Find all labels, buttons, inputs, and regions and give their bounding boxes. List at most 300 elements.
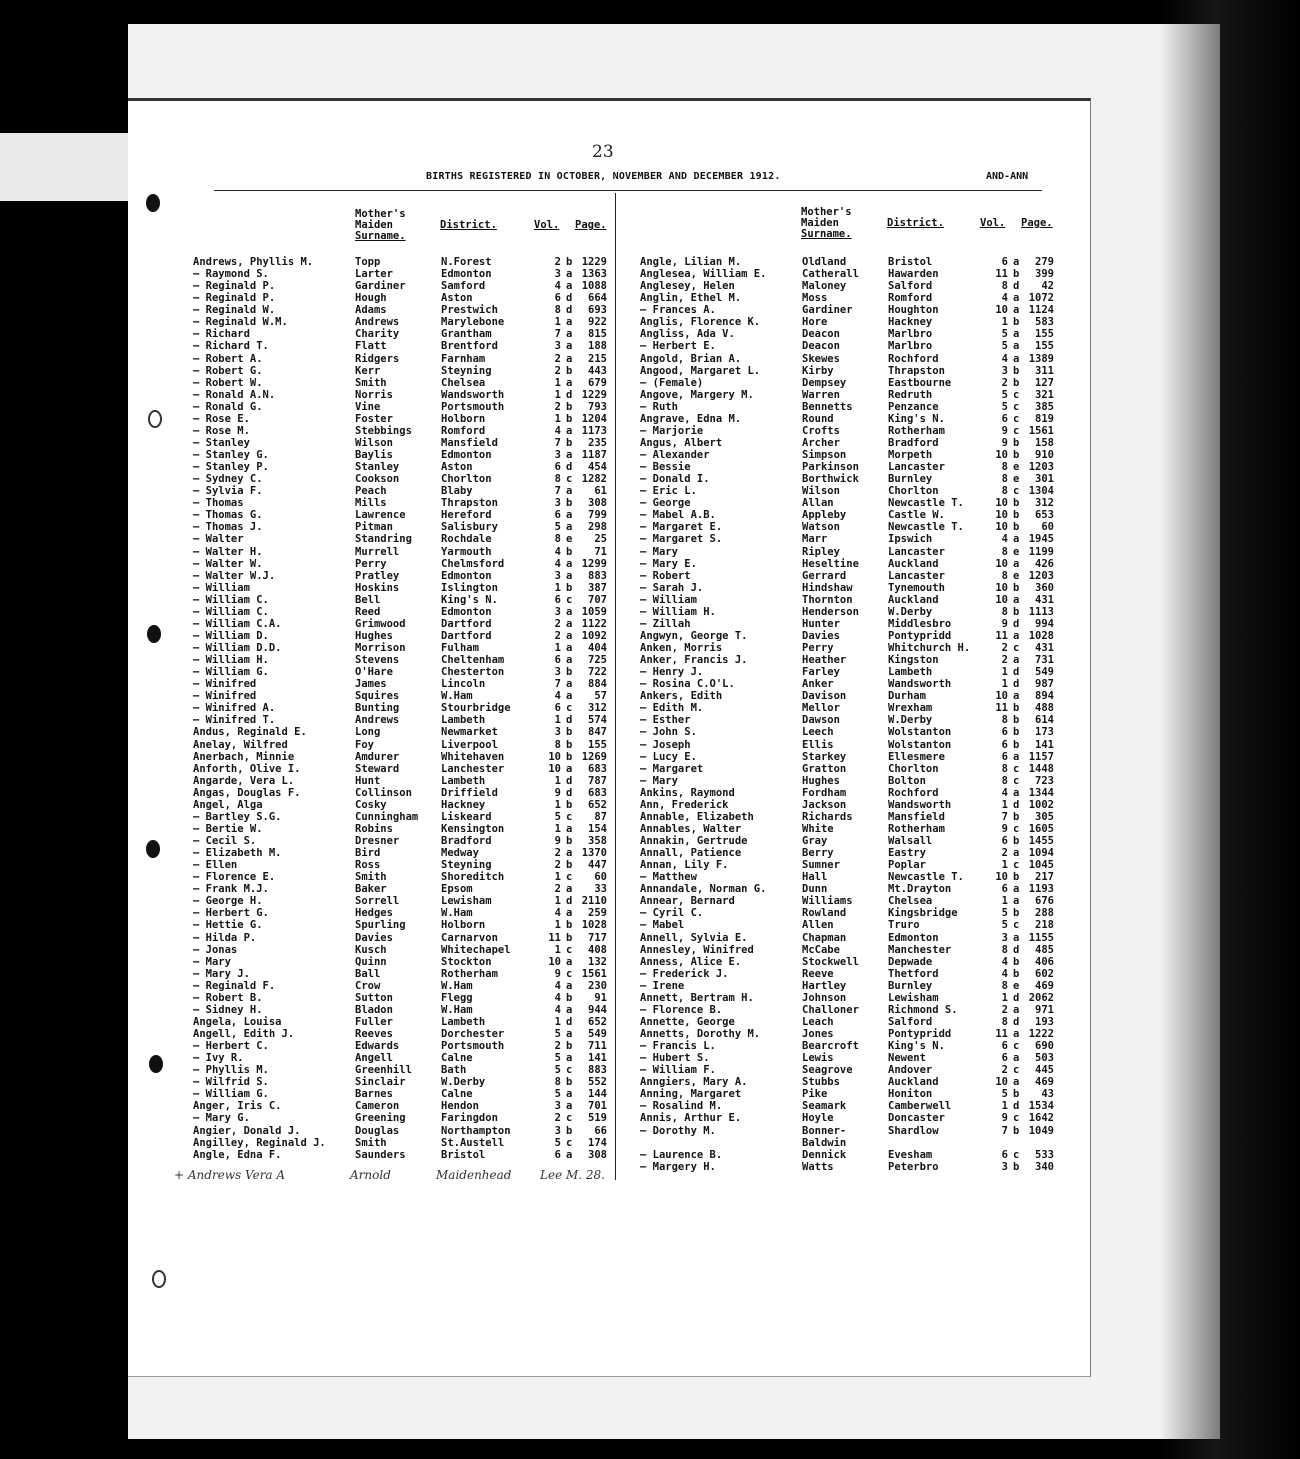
registration-district: Lanchester xyxy=(441,762,505,775)
volume-number: 6 xyxy=(1001,1052,1008,1065)
volume-number: 10 xyxy=(548,762,561,775)
column-divider xyxy=(615,193,616,1180)
entry-name: Angell, Edith J. xyxy=(193,1028,295,1040)
vol-header-right xyxy=(980,218,1005,229)
registration-district: W.Derby xyxy=(441,1076,486,1089)
registration-district: Wolstanton xyxy=(888,738,952,751)
page-reference: 385 xyxy=(1035,400,1054,413)
volume-number: 1 xyxy=(1001,1100,1008,1113)
entry-name: — Richard xyxy=(193,328,250,341)
page-reference: 387 xyxy=(588,581,607,594)
mother-maiden-surname: Greenhill xyxy=(355,1064,412,1077)
volume-letter: d xyxy=(1013,678,1020,691)
volume-number: 2 xyxy=(554,629,561,642)
mother-maiden-surname: Warren xyxy=(802,388,840,401)
page-reference: 308 xyxy=(588,497,607,510)
mother-maiden-surname: Starkey xyxy=(802,750,847,763)
mother-maiden-surname: Stanley xyxy=(355,461,400,474)
mother-maiden-surname: Stubbs xyxy=(802,1076,840,1089)
volume-number: 4 xyxy=(554,690,561,703)
volume-letter: c xyxy=(1013,1040,1020,1053)
volume-letter: b xyxy=(566,581,573,594)
registration-district: Calne xyxy=(441,1052,473,1065)
registration-district: Yarmouth xyxy=(441,545,492,558)
binder-hole xyxy=(147,625,161,643)
registration-district: Chorlton xyxy=(888,485,939,498)
registration-district: Steyning xyxy=(441,859,492,872)
header-rule xyxy=(214,190,1042,191)
volume-number: 3 xyxy=(554,497,561,510)
registration-district: Peterbro xyxy=(888,1160,939,1173)
volume-number: 8 xyxy=(554,533,561,546)
entry-name: — Walter W.J. xyxy=(193,569,276,582)
mother-maiden-surname: Moss xyxy=(802,292,828,305)
entry-name: — Margaret S. xyxy=(640,533,723,546)
volume-number: 7 xyxy=(1001,810,1008,823)
volume-number: 8 xyxy=(1001,1015,1008,1028)
volume-letter: b xyxy=(566,919,573,932)
registration-district: Chelsea xyxy=(888,895,933,908)
registration-district: Liverpool xyxy=(441,738,498,751)
volume-number: 2 xyxy=(554,256,561,268)
mother-maiden-surname: Standring xyxy=(355,533,412,546)
volume-letter: a xyxy=(566,847,573,860)
mother-maiden-surname: Dresner xyxy=(355,835,400,847)
page-reference: 155 xyxy=(1035,340,1054,353)
volume-letter: a xyxy=(566,485,573,498)
registration-district: Rochford xyxy=(888,352,939,365)
page-reference: 1304 xyxy=(1028,485,1054,498)
volume-letter: b xyxy=(1013,907,1020,920)
volume-number: 10 xyxy=(995,690,1008,703)
volume-letter: b xyxy=(1013,376,1020,389)
binder-hole xyxy=(148,410,162,428)
page-reference: 1187 xyxy=(581,449,607,461)
entry-name: — George xyxy=(640,497,691,510)
mother-maiden-surname: Hoyle xyxy=(802,1112,834,1125)
mother-maiden-surname: Smith xyxy=(355,376,387,389)
entry-name: Annakin, Gertrude xyxy=(640,835,748,847)
volume-number: 10 xyxy=(995,304,1008,317)
mother-maiden-surname: Stevens xyxy=(355,654,400,667)
mother-header-right xyxy=(801,207,852,240)
entry-name: — Stanley xyxy=(193,436,250,449)
entry-name: Anforth, Olive I. xyxy=(193,762,301,775)
volume-number: 8 xyxy=(1001,473,1008,486)
volume-number: 2 xyxy=(554,364,561,377)
volume-number: 8 xyxy=(1001,714,1008,727)
page-reference: 469 xyxy=(1035,1076,1054,1089)
mother-maiden-surname: Vine xyxy=(355,400,381,413)
volume-number: 1 xyxy=(554,943,561,956)
page-reference: 549 xyxy=(1035,666,1054,679)
mother-maiden-surname: Grimwood xyxy=(355,617,406,630)
volume-number: 1 xyxy=(554,895,561,908)
volume-letter: c xyxy=(566,593,573,606)
header-text: Mother's xyxy=(801,206,852,218)
volume-letter: a xyxy=(566,1052,573,1065)
registration-district: Portsmouth xyxy=(441,400,505,413)
registration-district: Wandsworth xyxy=(888,678,952,691)
entry-name: — Richard T. xyxy=(193,340,269,353)
mother-maiden-surname: Greening xyxy=(355,1112,406,1125)
mother-maiden-surname: Peach xyxy=(355,485,387,498)
registration-district: Andover xyxy=(888,1064,933,1077)
volume-letter: e xyxy=(1013,545,1020,558)
volume-number: 6 xyxy=(1001,1148,1008,1161)
mother-maiden-surname: Kirby xyxy=(802,364,834,377)
page-reference: 60 xyxy=(594,871,607,884)
entry-name: — Ronald A.N. xyxy=(193,388,276,401)
mother-maiden-surname: Amdurer xyxy=(355,750,400,763)
volume-number: 11 xyxy=(995,268,1008,281)
volume-letter: d xyxy=(1013,798,1020,811)
registration-district: Evesham xyxy=(888,1148,933,1161)
page-reference: 1561 xyxy=(581,967,607,980)
volume-number: 4 xyxy=(1001,533,1008,546)
entry-name: Annall, Patience xyxy=(640,847,742,860)
page-reference: 488 xyxy=(1035,702,1054,715)
mother-maiden-surname: Bladon xyxy=(355,1003,393,1016)
registration-district: Lambeth xyxy=(441,774,486,787)
registration-district: Truro xyxy=(888,919,920,932)
registration-district: Brentford xyxy=(441,340,498,353)
page-reference: 1229 xyxy=(581,256,607,268)
entry-name: — Cyril C. xyxy=(640,907,704,920)
volume-number: 2 xyxy=(1001,1064,1008,1077)
entry-name: Angus, Albert xyxy=(640,436,723,449)
entry-name: — Sylvia F. xyxy=(193,485,263,498)
page-reference: 215 xyxy=(588,352,607,365)
volume-number: 10 xyxy=(995,871,1008,884)
page-reference: 259 xyxy=(588,907,607,920)
volume-number: 5 xyxy=(1001,919,1008,932)
registration-district: Rochdale xyxy=(441,533,492,546)
volume-number: 11 xyxy=(995,629,1008,642)
mother-maiden-surname: Sinclair xyxy=(355,1076,406,1089)
entry-name: — Ruth xyxy=(640,400,678,413)
mother-maiden-surname: Barnes xyxy=(355,1088,393,1101)
volume-letter: b xyxy=(566,364,573,377)
volume-letter: c xyxy=(1013,1064,1020,1077)
volume-letter: a xyxy=(1013,847,1020,860)
page-header-left xyxy=(575,220,607,231)
registration-district: Doncaster xyxy=(888,1112,945,1125)
mother-maiden-surname: Smith xyxy=(355,1136,387,1149)
volume-number: 6 xyxy=(1001,835,1008,847)
volume-number: 9 xyxy=(1001,822,1008,835)
entry-name: — Florence B. xyxy=(640,1003,723,1016)
page-reference: 987 xyxy=(1035,678,1054,691)
volume-number: 4 xyxy=(554,424,561,437)
entry-name: — Laurence B. xyxy=(640,1148,723,1161)
header-text: Maiden xyxy=(801,217,839,229)
entry-name: — Sydney C. xyxy=(193,473,263,486)
entry-name: — Edith M. xyxy=(640,702,704,715)
volume-letter: c xyxy=(1013,400,1020,413)
page-reference: 652 xyxy=(588,1015,607,1028)
mother-maiden-surname: Edwards xyxy=(355,1040,400,1053)
page-reference: 1028 xyxy=(1028,629,1054,642)
volume-number: 9 xyxy=(554,967,561,980)
page-reference: 305 xyxy=(1035,810,1054,823)
district-header-right xyxy=(887,218,944,229)
mother-maiden-surname: Mills xyxy=(355,497,387,510)
volume-letter: b xyxy=(566,931,573,944)
mother-maiden-surname: Lawrence xyxy=(355,509,406,522)
mother-maiden-surname: Watson xyxy=(802,521,840,534)
entry-name: — Mary xyxy=(193,955,231,968)
mother-maiden-surname: Pratley xyxy=(355,569,400,582)
registration-district: Shoreditch xyxy=(441,871,505,884)
registration-district: Chorlton xyxy=(441,473,492,486)
entry-name: Angilley, Reginald J. xyxy=(193,1136,326,1149)
registration-district: Bolton xyxy=(888,774,926,787)
page-reference: 66 xyxy=(594,1124,607,1137)
volume-letter: a xyxy=(566,654,573,667)
entry-name: Angwyn, George T. xyxy=(640,629,748,642)
mother-maiden-surname: Cosky xyxy=(355,798,387,811)
page-reference: 431 xyxy=(1035,593,1054,606)
registration-district: Holborn xyxy=(441,412,486,425)
volume-letter: a xyxy=(566,328,573,341)
registration-district: Auckland xyxy=(888,593,939,606)
mother-maiden-surname: Williams xyxy=(802,895,853,908)
volume-letter: c xyxy=(1013,424,1020,437)
district-header-left xyxy=(440,220,497,231)
page-reference: 1072 xyxy=(1028,292,1054,305)
page-reference: 360 xyxy=(1035,581,1054,594)
volume-number: 6 xyxy=(1001,883,1008,896)
entry-name: Anness, Alice E. xyxy=(640,955,742,968)
entry-name: — Walter H. xyxy=(193,545,263,558)
page-reference: 230 xyxy=(588,979,607,992)
volume-number: 1 xyxy=(554,919,561,932)
volume-letter: a xyxy=(1013,1003,1020,1016)
binder-hole xyxy=(152,1270,166,1288)
registration-district: Castle W. xyxy=(888,509,945,522)
entry-name: — William xyxy=(640,593,697,606)
entry-name: — Hubert S. xyxy=(640,1052,710,1065)
entry-name: — Irene xyxy=(640,979,685,992)
entry-name: — William D.D. xyxy=(193,642,282,654)
volume-number: 1 xyxy=(554,871,561,884)
mother-maiden-surname: Watts xyxy=(802,1160,834,1173)
mother-maiden-surname: Wilson xyxy=(802,485,840,498)
volume-number: 11 xyxy=(995,1028,1008,1040)
mother-maiden-surname: Crow xyxy=(355,979,381,992)
entry-name: — Mary E. xyxy=(640,557,697,570)
mother-maiden-surname: Skewes xyxy=(802,352,840,365)
mother-maiden-surname: Saunders xyxy=(355,1148,406,1161)
mother-maiden-surname: McCabe xyxy=(802,943,840,956)
registration-district: Newmarket xyxy=(441,726,498,739)
volume-letter: c xyxy=(566,473,573,486)
entry-name: Anngiers, Mary A. xyxy=(640,1076,748,1089)
registration-district: N.Forest xyxy=(441,256,492,268)
entry-name: Annandale, Norman G. xyxy=(640,883,767,896)
page-reference: 33 xyxy=(594,883,607,896)
registration-district: Kensington xyxy=(441,822,505,835)
page-reference: 279 xyxy=(1035,256,1054,268)
volume-number: 8 xyxy=(1001,485,1008,498)
volume-letter: b xyxy=(1013,268,1020,281)
entry-name: Ann, Frederick xyxy=(640,798,729,811)
registration-district: Pontypridd xyxy=(888,1028,952,1040)
page-reference: 141 xyxy=(588,1052,607,1065)
registration-district: Rotherham xyxy=(441,967,498,980)
registration-district: Farnham xyxy=(441,352,486,365)
registration-district: Salford xyxy=(888,1015,933,1028)
volume-number: 4 xyxy=(554,979,561,992)
page-reference: 552 xyxy=(588,1076,607,1089)
entry-name: — Winifred xyxy=(193,678,257,691)
page-reference: 154 xyxy=(588,822,607,835)
registration-district: Penzance xyxy=(888,400,939,413)
registration-district: W.Derby xyxy=(888,714,933,727)
mother-maiden-surname: Ross xyxy=(355,859,381,872)
registration-district: Thetford xyxy=(888,967,939,980)
volume-letter: c xyxy=(1013,485,1020,498)
volume-letter: d xyxy=(566,388,573,401)
mother-maiden-surname: Hartley xyxy=(802,979,847,992)
header-text: District. xyxy=(440,219,497,231)
registration-district: Grantham xyxy=(441,328,492,341)
page-reference: 1204 xyxy=(581,412,607,425)
entry-name: — Hettie G. xyxy=(193,919,263,932)
entry-name: — Francis L. xyxy=(640,1040,716,1053)
page-reference: 217 xyxy=(1035,871,1054,884)
registration-district: Newent xyxy=(888,1052,926,1065)
page-reference: 549 xyxy=(588,1028,607,1040)
volume-number: 3 xyxy=(554,605,561,618)
page-reference: 723 xyxy=(1035,774,1054,787)
volume-letter: b xyxy=(1013,1124,1020,1137)
entry-name: — Frank M.J. xyxy=(193,883,269,896)
mother-maiden-surname: Seamark xyxy=(802,1100,847,1113)
volume-number: 1 xyxy=(554,798,561,811)
page-reference: 683 xyxy=(588,786,607,799)
volume-number: 4 xyxy=(554,907,561,920)
volume-number: 7 xyxy=(554,485,561,498)
page-reference: 1282 xyxy=(581,473,607,486)
volume-letter: a xyxy=(1013,292,1020,305)
registration-district: Blaby xyxy=(441,485,473,498)
entry-name: — Eric L. xyxy=(640,485,697,498)
registration-district: Dartford xyxy=(441,629,492,642)
mother-maiden-surname: Fuller xyxy=(355,1015,393,1028)
volume-number: 2 xyxy=(554,847,561,860)
volume-letter: b xyxy=(566,400,573,413)
page-reference: 1389 xyxy=(1028,352,1054,365)
mother-maiden-surname: Foster xyxy=(355,412,393,425)
volume-number: 2 xyxy=(1001,642,1008,654)
registration-district: W.Ham xyxy=(441,690,473,703)
entry-name: — Matthew xyxy=(640,871,697,884)
mother-maiden-surname: Thornton xyxy=(802,593,853,606)
mother-maiden-surname: Baker xyxy=(355,883,387,896)
page-reference: 1124 xyxy=(1028,304,1054,317)
mother-maiden-surname: Fordham xyxy=(802,786,847,799)
volume-number: 4 xyxy=(554,280,561,293)
mother-maiden-surname: Dawson xyxy=(802,714,840,727)
volume-letter: c xyxy=(1013,822,1020,835)
volume-letter: b xyxy=(1013,1160,1020,1173)
volume-number: 3 xyxy=(554,1124,561,1137)
mother-maiden-surname: Perry xyxy=(355,557,387,570)
volume-number: 7 xyxy=(554,436,561,449)
volume-number: 10 xyxy=(995,581,1008,594)
page-reference: 312 xyxy=(588,702,607,715)
registration-district: Calne xyxy=(441,1088,473,1101)
registration-district: Redruth xyxy=(888,388,933,401)
mother-maiden-surname: Dempsey xyxy=(802,376,847,389)
volume-letter: a xyxy=(1013,786,1020,799)
page-reference: 127 xyxy=(1035,376,1054,389)
header-text: Page. xyxy=(575,219,607,231)
registration-district: Wandsworth xyxy=(888,798,952,811)
page-reference: 1155 xyxy=(1028,931,1054,944)
volume-number: 4 xyxy=(554,545,561,558)
mother-maiden-surname: Charity xyxy=(355,328,400,341)
mother-maiden-surname: Stebbings xyxy=(355,424,412,437)
page-reference: 173 xyxy=(1035,726,1054,739)
mother-maiden-surname: Gerrard xyxy=(802,569,847,582)
volume-letter: a xyxy=(566,690,573,703)
page-reference: 711 xyxy=(588,1040,607,1053)
entry-name: — Winifred xyxy=(193,690,257,703)
registration-district: Thrapston xyxy=(441,497,498,510)
mother-maiden-surname: Oldland xyxy=(802,256,847,268)
volume-number: 5 xyxy=(1001,388,1008,401)
mother-maiden-surname: Baldwin xyxy=(802,1136,847,1149)
volume-letter: c xyxy=(566,943,573,956)
entry-name: — William G. xyxy=(193,666,269,679)
volume-number: 3 xyxy=(554,726,561,739)
registration-district: Lewisham xyxy=(888,991,939,1004)
registration-district: Ipswich xyxy=(888,533,933,546)
volume-letter: a xyxy=(566,979,573,992)
page-reference: 1344 xyxy=(1028,786,1054,799)
entry-name: — Thomas G. xyxy=(193,509,263,522)
page-reference: 503 xyxy=(1035,1052,1054,1065)
mother-maiden-surname: Collinson xyxy=(355,786,412,799)
mother-maiden-surname: Heseltine xyxy=(802,557,859,570)
mother-maiden-surname: Flatt xyxy=(355,340,387,353)
volume-number: 2 xyxy=(1001,1003,1008,1016)
volume-number: 4 xyxy=(554,1003,561,1016)
page-reference: 693 xyxy=(588,304,607,317)
volume-number: 10 xyxy=(995,593,1008,606)
page-reference: 799 xyxy=(588,509,607,522)
page-reference: 787 xyxy=(588,774,607,787)
page-reference: 25 xyxy=(594,533,607,546)
volume-letter: a xyxy=(566,1003,573,1016)
volume-letter: c xyxy=(1013,919,1020,932)
registration-district: Edmonton xyxy=(441,605,492,618)
mother-maiden-surname: Norris xyxy=(355,388,393,401)
volume-letter: a xyxy=(566,1088,573,1101)
page-reference: 883 xyxy=(588,569,607,582)
header-text: Maiden xyxy=(355,219,393,231)
mother-maiden-surname: Deacon xyxy=(802,340,840,353)
volume-number: 2 xyxy=(554,1112,561,1125)
page-number: 23 xyxy=(592,142,614,162)
page-reference: 1605 xyxy=(1028,822,1054,835)
mother-maiden-surname: Maloney xyxy=(802,280,847,293)
volume-letter: a xyxy=(1013,352,1020,365)
handwritten-reference: Lee M. 28. xyxy=(540,1168,605,1182)
